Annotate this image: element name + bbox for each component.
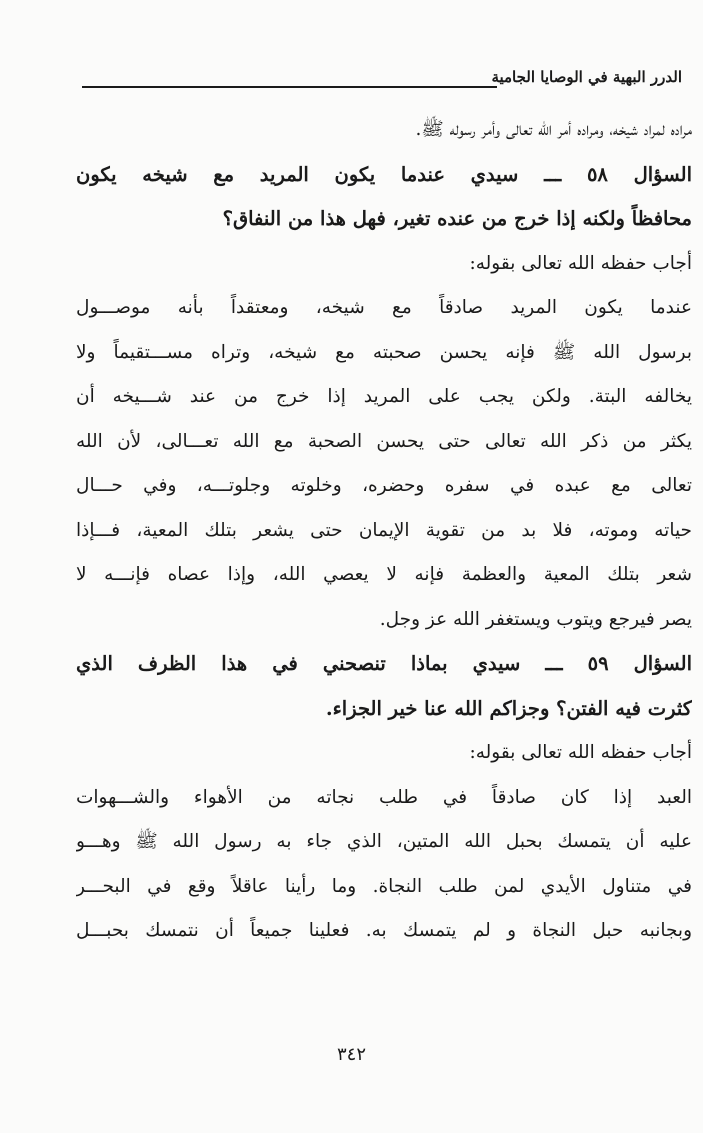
answer-intro: أجاب حفظه الله تعالى بقوله: [469,742,692,763]
text-line: يخالفه البتة. ولكن يجب على المريد إذا خرج من عند شـــيخه أن [76,386,692,407]
text-line: مراده لمراد شيخه، ومراده أمر الله تعالى وأمر رسوله ﷺ. [415,119,692,140]
running-title: الدرر البهية في الوصايا الجامية [491,68,682,86]
question-line: كثرت فيه الفتن؟ وجزاكم الله عنا خير الجزاء. [325,696,692,720]
question-line: السؤال ٥٩ ـــ سيدي بماذا تنصحني في هذا الظرف الذي [76,652,692,675]
body-text [76,108,692,954]
text-line: يصر فيرجع ويتوب ويستغفر الله عز وجل. [379,608,692,630]
text-line: برسول الله ﷺ فإنه يحسن صحبته مع شيخه، وتراه مســـتقيماً ولا [76,341,692,363]
header-rule [82,86,497,88]
text-line: تعالى مع عبده في سفره وحضره، وخلوته وجلوتـــه، وفي حـــال [76,475,692,496]
answer-intro: أجاب حفظه الله تعالى بقوله: [469,252,692,274]
text-line: يكثر من ذكر الله تعالى حتى يحسن الصحبة مع الله تعـــالى، لأن الله [76,430,692,452]
text-line: وبجانبه حبل النجاة و لم يتمسك به. فعلينا جميعاً أن نتمسك بحبـــل [76,920,692,941]
text-line: عندما يكون المريد صادقاً مع شيخه، ومعتقداً بأنه موصـــول [76,297,692,318]
text-line: العبد إذا كان صادقاً في طلب نجاته من الأهواء والشـــهوات [76,786,692,808]
text-line: حياته وموته، فلا بد من تقوية الإيمان حتى يشعر بتلك المعية، فـــإذا [76,519,692,541]
text-line: عليه أن يتمسك بحبل الله المتين، الذي جاء به رسول الله ﷺ وهـــو [76,831,692,852]
page-number: ٣٤٢ [336,1044,366,1065]
text-line: شعر بتلك المعية والعظمة فإنه لا يعصي الله، وإذا عصاه فإنـــه لا [76,564,692,585]
question-line: محافظاً ولكنه إذا خرج من عنده تغير، فهل هذا من النفاق؟ [222,207,692,230]
text-line: في متناول الأيدي لمن طلب النجاة. وما رأينا عاقلاً وقع في البحـــر [76,875,692,897]
question-line: السؤال ٥٨ ـــ سيدي عندما يكون المريد مع شيخه يكون [76,162,692,186]
running-header [82,66,682,96]
